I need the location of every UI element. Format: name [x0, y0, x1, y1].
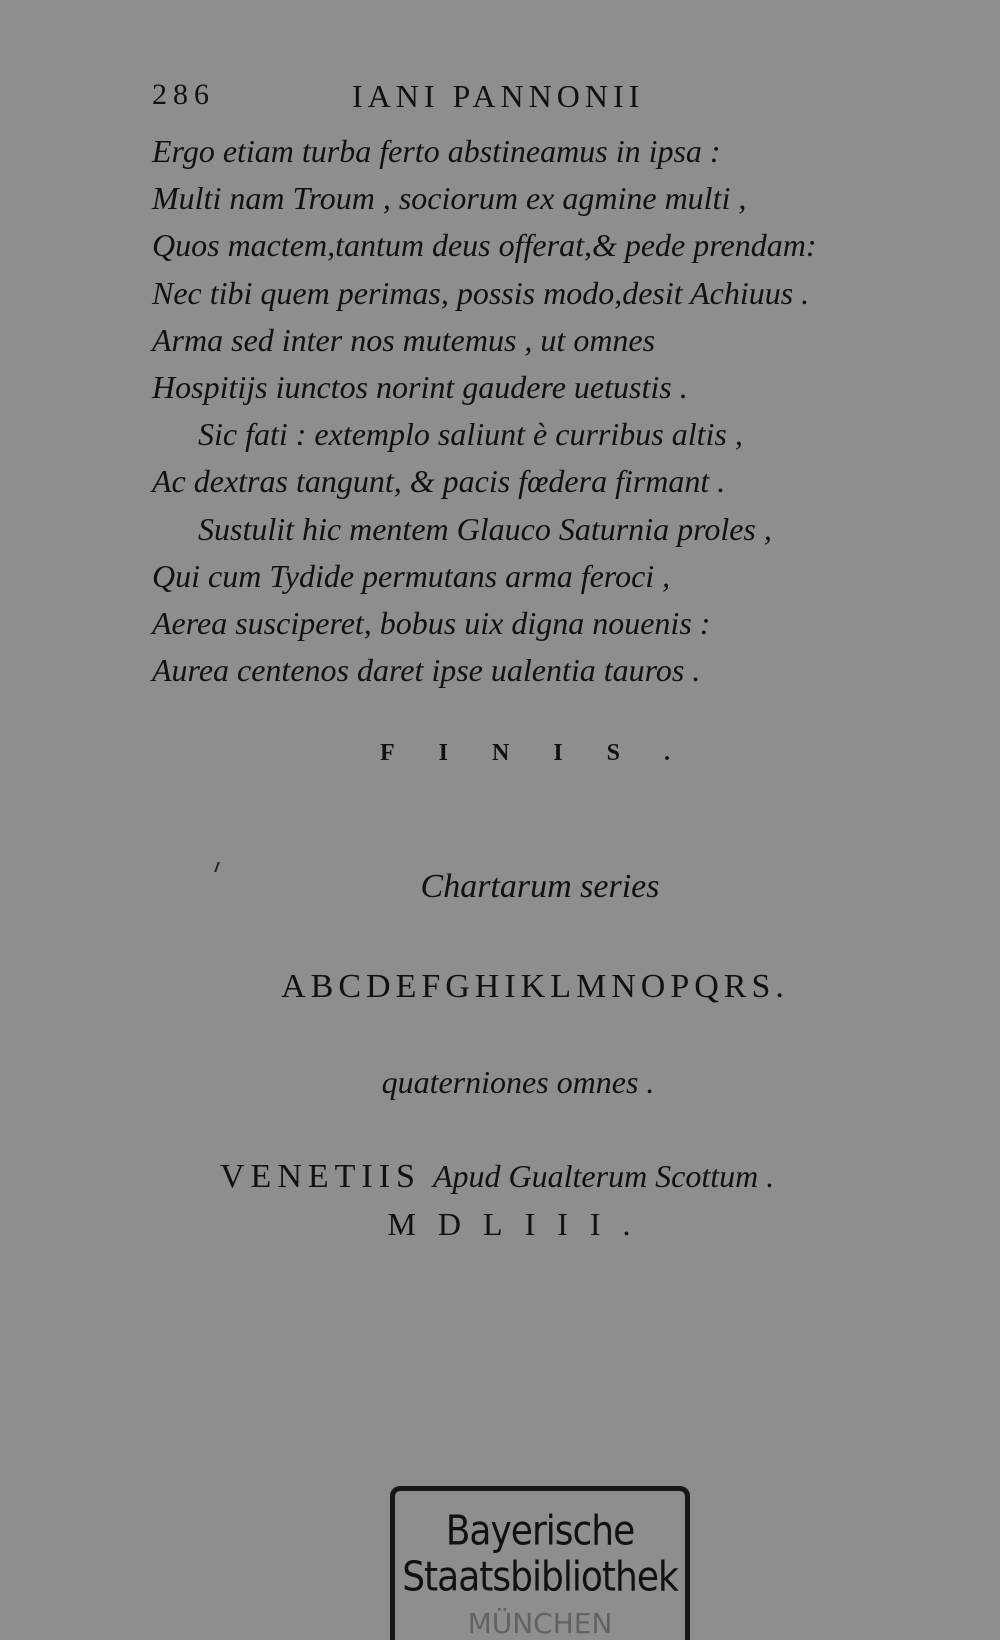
verse-line: Hospitijs iunctos norint gaudere uetustis .: [152, 368, 688, 405]
verse-line: Multi nam Troum , sociorum ex agmine multi ,: [152, 180, 747, 217]
register-title: Chartarum series: [420, 868, 660, 905]
imprint-printer: Apud Gualterum Scottum .: [432, 1158, 775, 1194]
imprint-year: MDLIII.: [387, 1206, 653, 1242]
page-header: [152, 78, 752, 122]
verse-line: Ac dextras tangunt, & pacis fœdera firmant .: [152, 463, 726, 500]
register-signatures: ABCDEFGHIKLMNOPQRS.: [281, 968, 789, 1005]
verse-line: Sustulit hic mentem Glauco Saturnia proles ,: [198, 510, 772, 547]
verse-line: Qui cum Tydide permutans arma feroci ,: [152, 557, 671, 594]
verse-line: Ergo etiam turba ferto abstineamus in ipsa :: [152, 133, 721, 169]
verse-line: Quos mactem,tantum deus offerat,& pede prendam:: [152, 227, 817, 264]
register-note: quaterniones omnes .: [381, 1064, 655, 1100]
imprint-city: VENETIIS: [220, 1158, 421, 1195]
stamp-line: Staatsbibliothek: [402, 1553, 678, 1602]
library-stamp: [390, 1486, 690, 1640]
verse-line: Arma sed inter nos mutemus , ut omnes: [152, 321, 656, 358]
verse-line: Sic fati : extemplo saliunt è curribus altis ,: [198, 416, 743, 453]
verse-line: Aerea susciperet, bobus uix digna nouenis :: [152, 604, 711, 641]
running-head: IANI PANNONII: [352, 78, 645, 114]
imprint-line: [220, 1158, 920, 1196]
verse-line: Nec tibi quem perimas, possis modo,desit Achiuus .: [152, 274, 810, 311]
page-number: 286: [152, 78, 215, 111]
verse-block: [152, 128, 932, 694]
stamp-line: Bayerische: [445, 1507, 635, 1556]
verse-line: Aurea centenos daret ipse ualentia tauros .: [152, 652, 701, 689]
stamp-line: MÜNCHEN: [467, 1607, 613, 1640]
finis-mark: FINIS.: [380, 740, 715, 766]
